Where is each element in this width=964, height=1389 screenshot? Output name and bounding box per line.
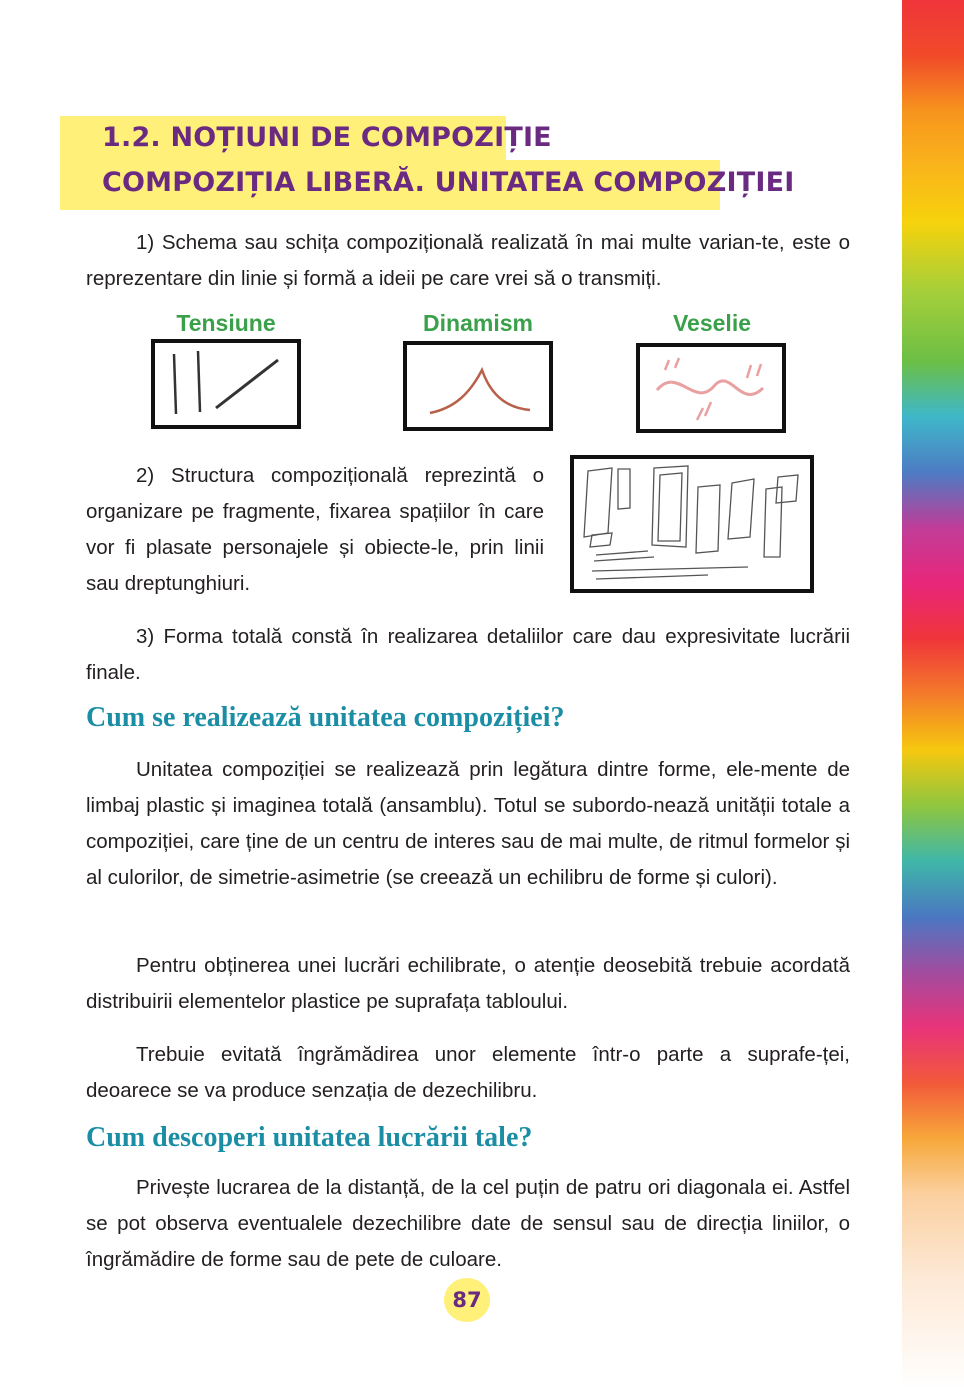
rainbow-stripe — [902, 0, 964, 1389]
paragraph-balance-text: Pentru obținerea unei lucrări echilibrate, o atenție deosebită trebuie acordată distribuirii elementelor plastice pe suprafața tabloului. — [86, 954, 850, 1013]
paragraph-total-form — [86, 619, 850, 691]
title-line-1: 1.2. NOȚIUNI DE COMPOZIȚIE — [60, 116, 506, 162]
paragraph-avoid — [86, 1037, 850, 1109]
title-line-2: COMPOZIȚIA LIBERĂ. UNITATEA COMPOZIȚIEI — [60, 160, 720, 210]
paragraph-balance — [86, 948, 850, 1020]
paragraph-structure-text: 2) Structura compozițională reprezintă o organizare pe fragmente, fixarea spațiilor în care vor fi plasate personajele și obiecte-le, prin linii sau dreptunghiuri. — [86, 464, 544, 595]
sketch-label-dynamism: Dinamism — [423, 310, 533, 336]
sketch-structure — [568, 453, 816, 595]
paragraph-unity — [86, 752, 850, 896]
sketch-dynamism — [400, 338, 556, 434]
paragraph-total-form-text: 3) Forma totală constă în realizarea detaliilor care dau expresivitate lucrării finale. — [86, 625, 850, 684]
paragraph-avoid-text: Trebuie evitată îngrămădirea unor elemente într-o parte a suprafe-ței, deoarece se va produce senzația de dezechilibru. — [86, 1043, 850, 1102]
sketch-tension — [148, 336, 304, 432]
sketch-joy — [633, 340, 789, 436]
paragraph-look-text: Privește lucrarea de la distanță, de la cel puțin de patru ori diagonala ei. Astfel se pot observa eventualele dezechilibre date de sensul sau de direcția liniilor, o îngrămădire de forme sau de pete de culoare. — [86, 1176, 850, 1271]
paragraph-schema — [86, 225, 850, 297]
heading-unity-how: Cum se realizează unitatea compoziției? — [86, 702, 565, 733]
sketch-label-joy: Veselie — [672, 310, 752, 336]
paragraph-structure — [86, 458, 544, 602]
page-number: 87 — [444, 1278, 490, 1322]
paragraph-unity-text: Unitatea compoziției se realizează prin legătura dintre forme, ele-mente de limbaj plastic și imaginea totală (ansamblu). Totul se subordo-nează unității totale a compoziției, care ține de un centru de interes sau de mai multe, de ritmul formelor și al culorilor, de simetrie-asimetrie (se creează un echilibru de forme și culori). — [86, 758, 850, 889]
paragraph-look — [86, 1170, 850, 1278]
paragraph-schema-text: 1) Schema sau schița compozițională realizată în mai multe varian-te, este o reprezentare din linie și formă a ideii pe care vrei să o transmiți. — [86, 231, 850, 290]
sketch-label-tension: Tensiune — [176, 310, 276, 336]
heading-discover-unity: Cum descoperi unitatea lucrării tale? — [86, 1122, 533, 1153]
